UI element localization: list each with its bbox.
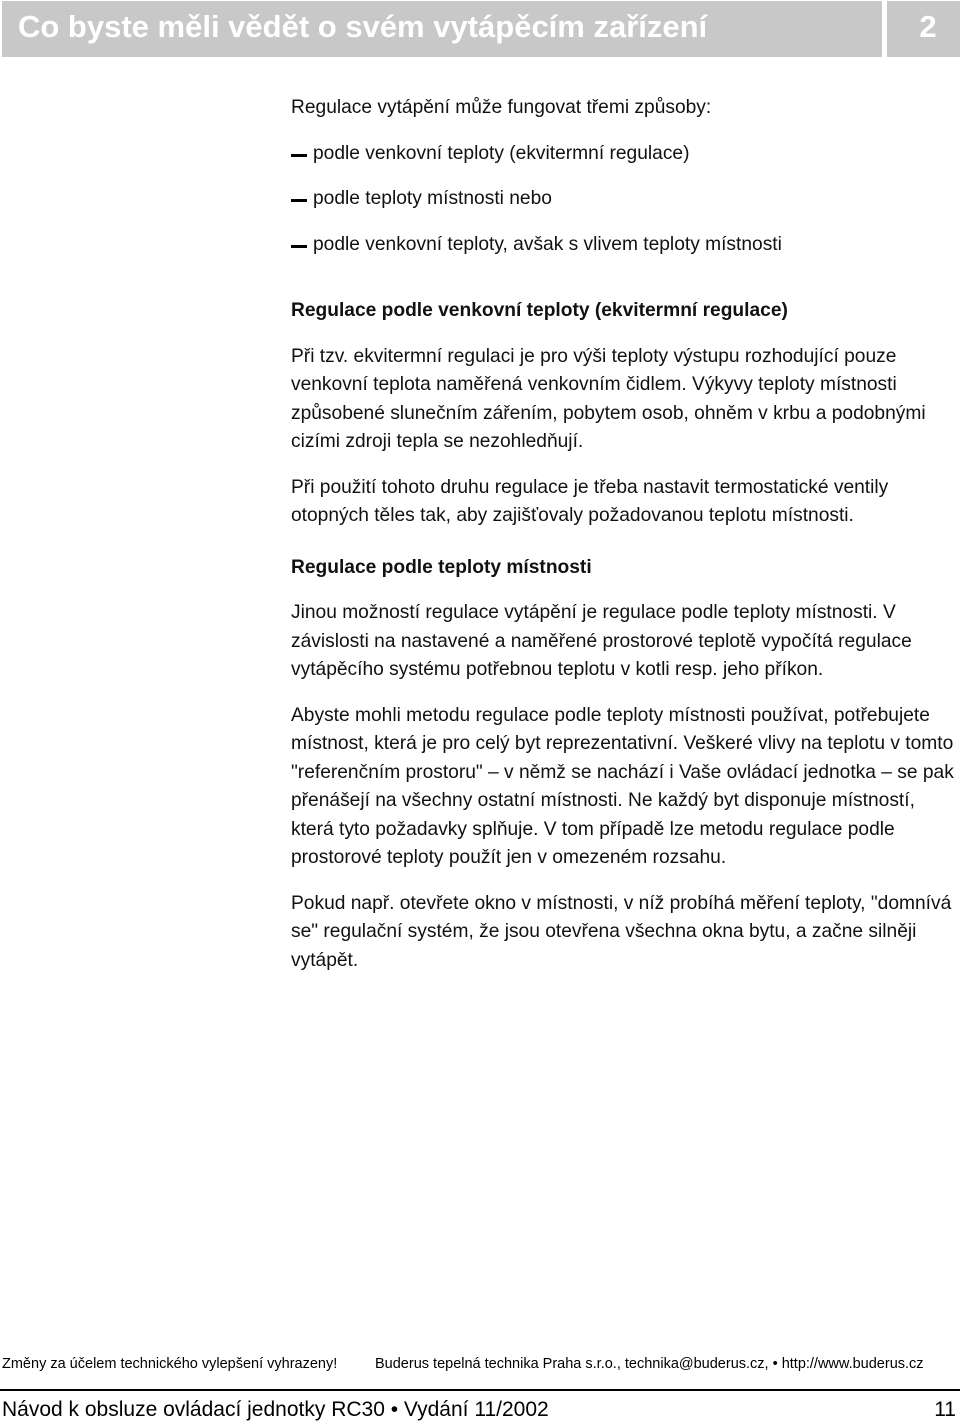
main-content [291,94,956,992]
method-list [291,140,956,260]
intro-text: Regulace vytápění může fungovat třemi způsoby: [291,97,712,118]
page-number: 11 [934,1398,956,1421]
paragraph: Pokud např. otevřete okno v místnosti, v níž probíhá měření teploty, "domnívá se" regulační systém, že jsou otevřena všechna okna bytu, a začne silněji vytápět. [291,892,952,971]
footer-company: Buderus tepelná technika Praha s.r.o., technika@buderus.cz, • http://www.buderus.cz [375,1356,924,1372]
chapter-number: 2 [919,9,937,44]
footer-manual-title: Návod k obsluze ovládací jednotky RC30 • Vydání 11/2002 [2,1398,549,1421]
paragraph: Jinou možností regulace vytápění je regulace podle teploty místnosti. V závislosti na nastavené a naměřené prostorové teplotě vypočítá regulace vytápěcího systému potřebnou teplotu v kotli resp. jeho příkon. [291,602,912,680]
footer-divider [0,1389,960,1391]
footer-disclaimer: Změny za účelem technického vylepšení vyhrazeny! [2,1356,338,1372]
section-heading: Regulace podle teploty místnosti [291,556,592,578]
header-bar [2,1,882,57]
section-heading: Regulace podle venkovní teploty (ekvitermní regulace) [291,300,788,321]
paragraph: Při použití tohoto druhu regulace je třeba nastavit termostatické ventily otopných těles tak, aby zajišťovaly požadovanou teplotu místnosti. [291,476,889,526]
list-item: podle venkovní teploty (ekvitermní regulace) [291,140,956,169]
list-item: podle teploty místnosti nebo [291,185,956,214]
page-title: Co byste měli vědět o svém vytápěcím zařízení [18,9,708,44]
paragraph: Abyste mohli metodu regulace podle teploty místnosti používat, potřebujete místnost, která je pro celý byt reprezentativní. Veškeré vlivy na teplotu v tomto "referenčním prostoru" – v němž se nachází i Vaše ovládací jednotka – se pak přenášejí na všechny ostatní místnosti. Ne každý byt disponuje místností, která tyto požadavky splňuje. V tom případě lze metodu regulace podle prostorové teploty použít jen v omezeném rozsahu. [291,704,954,868]
chapter-box [887,1,960,57]
list-item: podle venkovní teploty, avšak s vlivem teploty místnosti [291,231,956,260]
paragraph: Při tzv. ekvitermní regulaci je pro výši teploty výstupu rozhodující pouze venkovní teplota naměřená venkovním čidlem. Výkyvy teploty místnosti způsobené slunečním zářením, pobytem osob, ohněm v krbu a podobnými cizími zdroji tepla se nezohledňují. [291,345,926,452]
